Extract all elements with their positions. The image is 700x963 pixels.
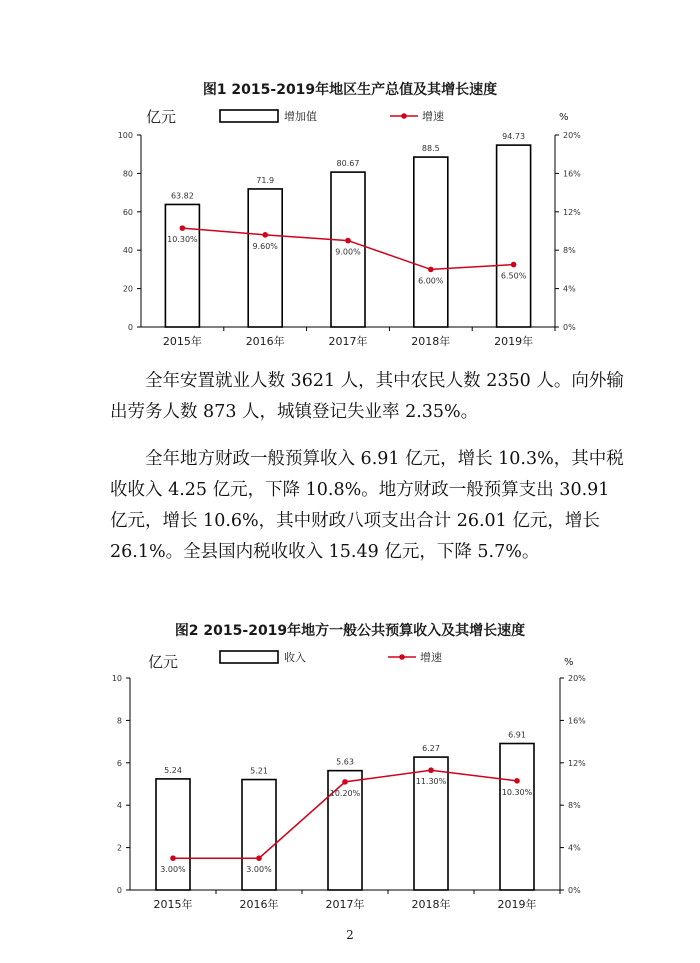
x-tick-label: 2018年 bbox=[411, 335, 451, 348]
growth-value-label: 9.60% bbox=[252, 241, 278, 251]
x-tick-label: 2016年 bbox=[245, 335, 285, 348]
bar bbox=[414, 157, 448, 327]
revenue-chart-svg bbox=[0, 615, 700, 920]
y2-tick-label: 20% bbox=[568, 674, 586, 683]
legend-line-marker bbox=[399, 654, 405, 660]
bar bbox=[248, 189, 282, 327]
growth-value-label: 11.30% bbox=[415, 777, 447, 787]
y2-tick-label: 16% bbox=[563, 169, 581, 179]
x-tick-label: 2018年 bbox=[411, 898, 451, 911]
bar bbox=[497, 145, 531, 327]
y2-tick-label: 12% bbox=[563, 207, 581, 217]
y-tick-label: 2 bbox=[116, 843, 122, 853]
bar bbox=[500, 744, 534, 890]
y-tick-label: 20 bbox=[122, 284, 133, 294]
bar-value-label: 6.91 bbox=[508, 730, 526, 740]
gdp-chart bbox=[0, 72, 700, 357]
y2-tick-label: 12% bbox=[568, 758, 586, 768]
legend-line-label: 增速 bbox=[420, 651, 442, 664]
growth-point bbox=[180, 225, 186, 231]
bar-value-label: 5.24 bbox=[164, 765, 182, 775]
legend-bar-swatch bbox=[220, 110, 278, 122]
growth-value-label: 10.30% bbox=[167, 235, 198, 245]
y2-axis-unit-label: % bbox=[559, 112, 569, 123]
y-tick-label: 80 bbox=[122, 169, 133, 179]
y-tick-label: 0 bbox=[116, 886, 122, 895]
growth-point bbox=[262, 232, 268, 238]
y2-axis-unit-label: % bbox=[564, 657, 574, 668]
bar-value-label: 71.9 bbox=[256, 175, 275, 185]
y2-tick-label: 8% bbox=[563, 246, 576, 256]
legend-line-label: 增速 bbox=[422, 110, 444, 123]
y2-tick-label: 16% bbox=[568, 716, 586, 726]
growth-point bbox=[256, 855, 262, 861]
y-tick-label: 8 bbox=[116, 716, 122, 726]
y2-tick-label: 0% bbox=[563, 323, 576, 332]
bar-value-label: 6.27 bbox=[422, 744, 440, 754]
x-tick-label: 2016年 bbox=[239, 898, 279, 911]
growth-point bbox=[170, 855, 176, 861]
gdp-chart-svg bbox=[0, 72, 700, 357]
y-tick-label: 60 bbox=[122, 207, 133, 217]
x-tick-label: 2019年 bbox=[497, 898, 537, 911]
legend-line-marker bbox=[401, 113, 407, 119]
growth-value-label: 3.00% bbox=[160, 865, 186, 875]
growth-point bbox=[345, 238, 351, 244]
y-tick-label: 100 bbox=[117, 131, 133, 140]
page-number: 2 bbox=[346, 928, 354, 942]
bar-value-label: 5.63 bbox=[336, 757, 354, 767]
y-tick-label: 40 bbox=[122, 246, 133, 256]
x-tick-label: 2017年 bbox=[325, 898, 365, 911]
y2-tick-label: 4% bbox=[563, 284, 576, 294]
bar-value-label: 5.21 bbox=[250, 766, 268, 776]
growth-value-label: 6.00% bbox=[418, 276, 444, 286]
growth-point bbox=[342, 779, 348, 785]
y-axis-unit-label: 亿元 bbox=[146, 108, 177, 126]
bar-value-label: 80.67 bbox=[336, 159, 360, 169]
x-tick-label: 2015年 bbox=[162, 335, 202, 348]
bar-value-label: 88.5 bbox=[421, 144, 440, 154]
finance-paragraph: 全年地方财政一般预算收入 6.91 亿元，增长 10.3%，其中税收收入 4.25 亿元，下降 10.8%。地方财政一般预算支出 30.91 亿元，增长 10.6%，其中财政八项支出合计 26.01 亿元，增长 26.1%。全县国内税收收入 15.49 亿元，下降 5.7%。 bbox=[110, 449, 624, 562]
growth-point bbox=[428, 767, 434, 773]
revenue-chart bbox=[0, 615, 700, 920]
legend-bar-label: 增加值 bbox=[284, 110, 317, 123]
growth-value-label: 6.50% bbox=[500, 271, 527, 281]
y-tick-label: 10 bbox=[111, 674, 122, 683]
growth-value-label: 10.30% bbox=[501, 787, 533, 797]
x-tick-label: 2015年 bbox=[153, 898, 193, 911]
growth-value-label: 9.00% bbox=[335, 247, 361, 257]
x-tick-label: 2019年 bbox=[494, 335, 534, 348]
chart-title: 图1 2015-2019年地区生产总值及其增长速度 bbox=[202, 82, 498, 98]
y2-tick-label: 4% bbox=[568, 843, 581, 853]
y2-tick-label: 20% bbox=[563, 131, 581, 140]
legend-bar-swatch bbox=[220, 651, 278, 663]
growth-point bbox=[511, 262, 517, 268]
legend-bar-label: 收入 bbox=[284, 651, 306, 664]
y-tick-label: 6 bbox=[116, 758, 122, 768]
bar-value-label: 94.73 bbox=[502, 132, 526, 142]
y-tick-label: 0 bbox=[127, 323, 133, 332]
y2-tick-label: 8% bbox=[568, 801, 581, 811]
bar-value-label: 63.82 bbox=[170, 191, 194, 201]
x-tick-label: 2017年 bbox=[328, 335, 368, 348]
growth-value-label: 3.00% bbox=[246, 865, 272, 875]
bar bbox=[165, 204, 199, 327]
growth-point bbox=[428, 267, 434, 273]
y-axis-unit-label: 亿元 bbox=[148, 653, 179, 671]
growth-point bbox=[514, 778, 520, 784]
growth-value-label: 10.20% bbox=[329, 788, 361, 798]
y2-tick-label: 0% bbox=[568, 886, 581, 895]
chart-title: 图2 2015-2019年地方一般公共预算收入及其增长速度 bbox=[174, 623, 526, 639]
employment-paragraph: 全年安置就业人数 3621 人，其中农民人数 2350 人。向外输出劳务人数 873 人，城镇登记失业率 2.35%。 bbox=[110, 371, 624, 422]
y-tick-label: 4 bbox=[116, 801, 122, 811]
